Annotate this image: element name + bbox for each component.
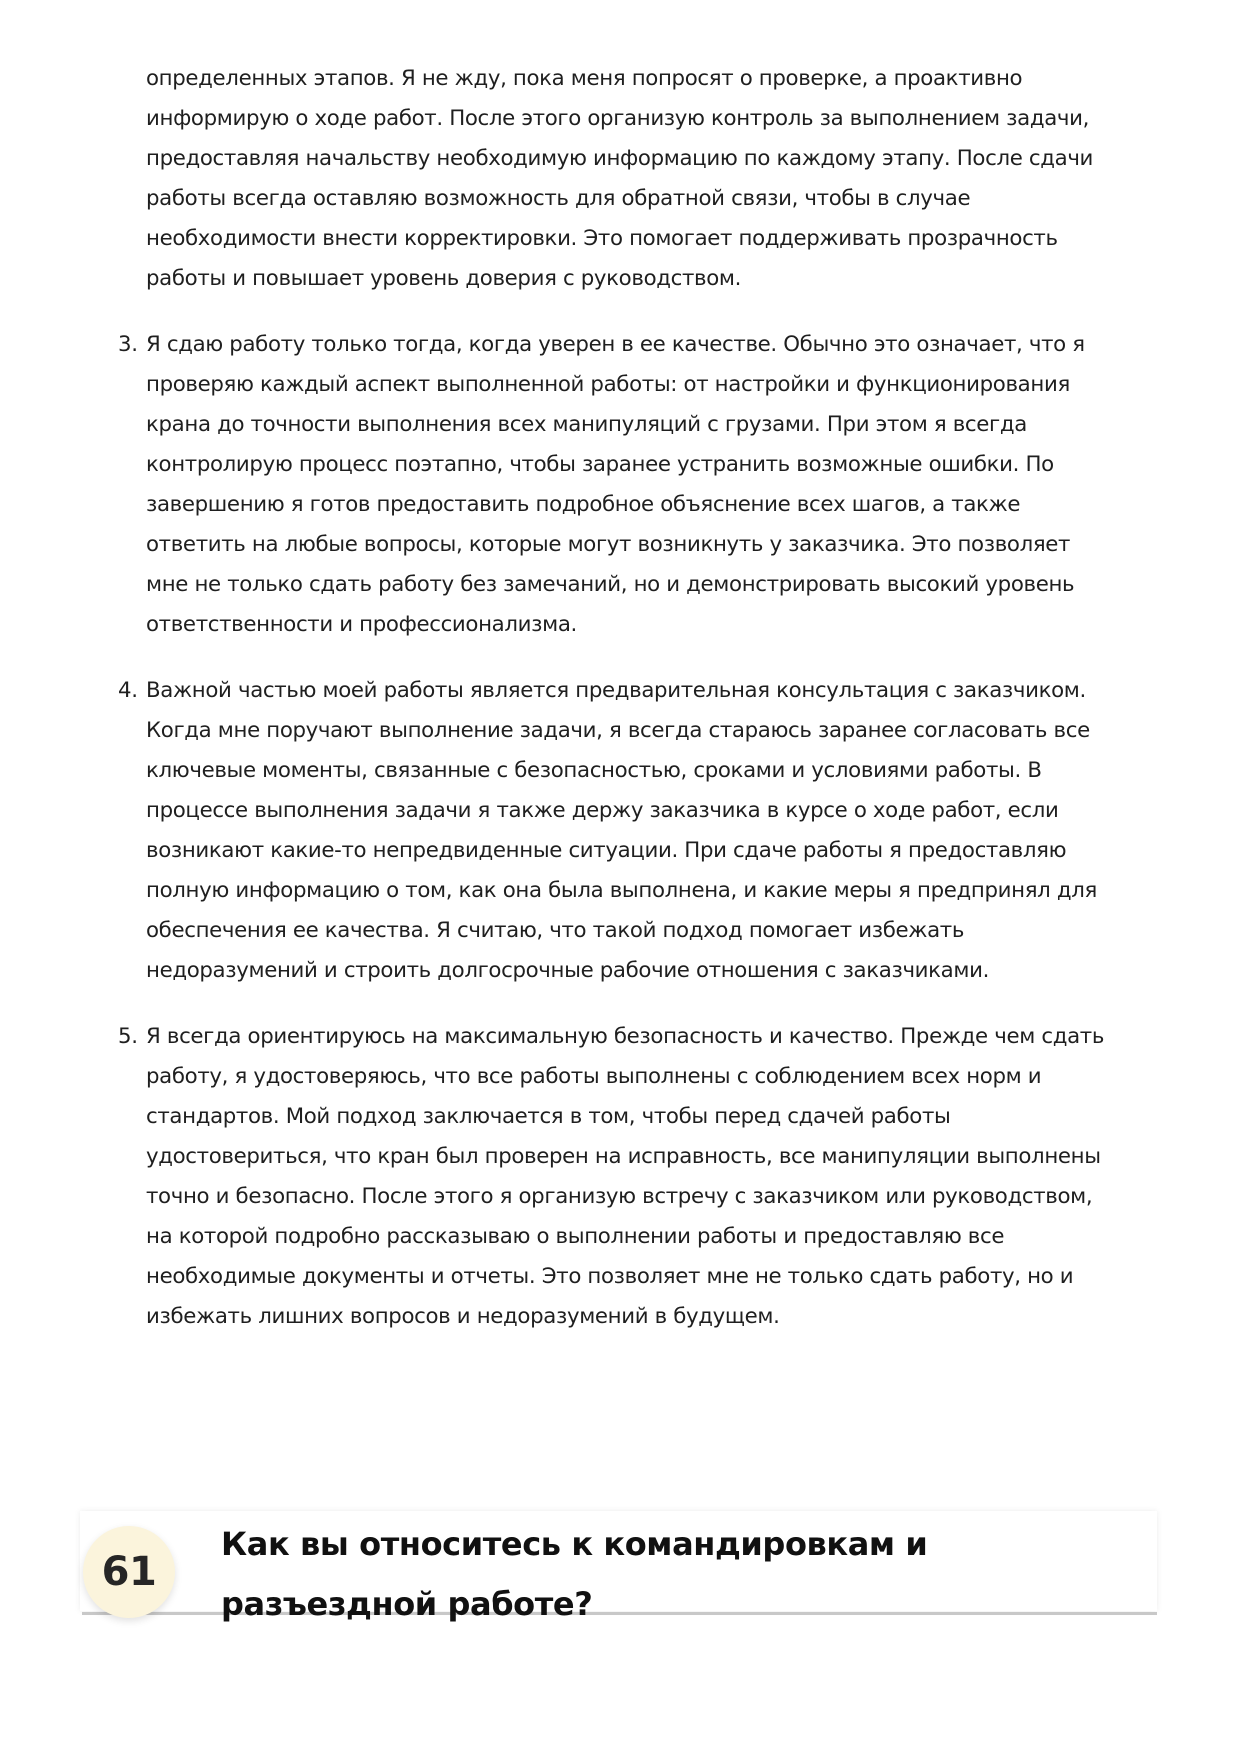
text-line: на которой подробно рассказываю о выполнении работы и предоставляю все (146, 1224, 1005, 1249)
text-line: работы и повышает уровень доверия с руководством. (146, 266, 742, 291)
text-line: ключевые моменты, связанные с безопасностью, сроками и условиями работы. В (146, 758, 1042, 783)
continued-answer-paragraph (146, 59, 1156, 299)
answer-list-item-3 (118, 325, 1156, 645)
question-title-line: разъездной работе? (221, 1585, 593, 1623)
text-line: определенных этапов. Я не жду, пока меня попросят о проверке, а проактивно (146, 66, 1023, 91)
text-line: ответить на любые вопросы, которые могут возникнуть у заказчика. Это позволяет (146, 532, 1071, 557)
text-line: возникают какие-то непредвиденные ситуации. При сдаче работы я предоставляю (146, 838, 1067, 863)
text-line: Важной частью моей работы является предварительная консультация с заказчиком. (146, 678, 1086, 703)
text-line: Я всегда ориентируюсь на максимальную безопасность и качество. Прежде чем сдать (146, 1024, 1105, 1049)
text-line: информирую о ходе работ. После этого организую контроль за выполнением задачи, (146, 106, 1090, 131)
text-line: обеспечения ее качества. Я считаю, что такой подход помогает избежать (146, 918, 965, 943)
answer-list-item-5 (118, 1017, 1156, 1337)
text-line: недоразумений и строить долгосрочные рабочие отношения с заказчиками. (146, 958, 990, 983)
text-line: избежать лишних вопросов и недоразумений в будущем. (146, 1304, 780, 1329)
answer-list-item-4 (118, 671, 1156, 991)
text-line: крана до точности выполнения всех манипуляций с грузами. При этом я всегда (146, 412, 1027, 437)
text-line: ответственности и профессионализма. (146, 612, 577, 637)
text-line: контролирую процесс поэтапно, чтобы заранее устранить возможные ошибки. По (146, 452, 1054, 477)
text-line: процессе выполнения задачи я также держу заказчика в курсе о ходе работ, если (146, 798, 1059, 823)
text-line: завершению я готов предоставить подробное объяснение всех шагов, а также (146, 492, 1021, 517)
text-line: предоставляя начальству необходимую информацию по каждому этапу. После сдачи (146, 146, 1094, 171)
list-item-number: 4. (118, 678, 138, 703)
text-line: удостовериться, что кран был проверен на исправность, все манипуляции выполнены (146, 1144, 1101, 1169)
text-line: полную информацию о том, как она была выполнена, и какие меры я предпринял для (146, 878, 1097, 903)
text-line: Я сдаю работу только тогда, когда уверен в ее качестве. Обычно это означает, что я (146, 332, 1085, 357)
question-title-line: Как вы относитесь к командировкам и (221, 1525, 928, 1563)
text-line: необходимости внести корректировки. Это помогает поддерживать прозрачность (146, 226, 1058, 251)
list-item-number: 5. (118, 1024, 138, 1049)
list-item-number: 3. (118, 332, 138, 357)
text-line: работы всегда оставляю возможность для обратной связи, чтобы в случае (146, 186, 971, 211)
text-line: мне не только сдать работу без замечаний, но и демонстрировать высокий уровень (146, 572, 1075, 597)
text-line: работу, я удостоверяюсь, что все работы выполнены с соблюдением всех норм и (146, 1064, 1042, 1089)
question-title (221, 1514, 1151, 1634)
text-line: необходимые документы и отчеты. Это позволяет мне не только сдать работу, но и (146, 1264, 1074, 1289)
text-line: точно и безопасно. После этого я организую встречу с заказчиком или руководством, (146, 1184, 1093, 1209)
question-number-badge: 61 (83, 1526, 175, 1618)
text-line: Когда мне поручают выполнение задачи, я всегда стараюсь заранее согласовать все (146, 718, 1090, 743)
text-line: стандартов. Мой подход заключается в том, чтобы перед сдачей работы (146, 1104, 951, 1129)
text-line: проверяю каждый аспект выполненной работы: от настройки и функционирования (146, 372, 1070, 397)
